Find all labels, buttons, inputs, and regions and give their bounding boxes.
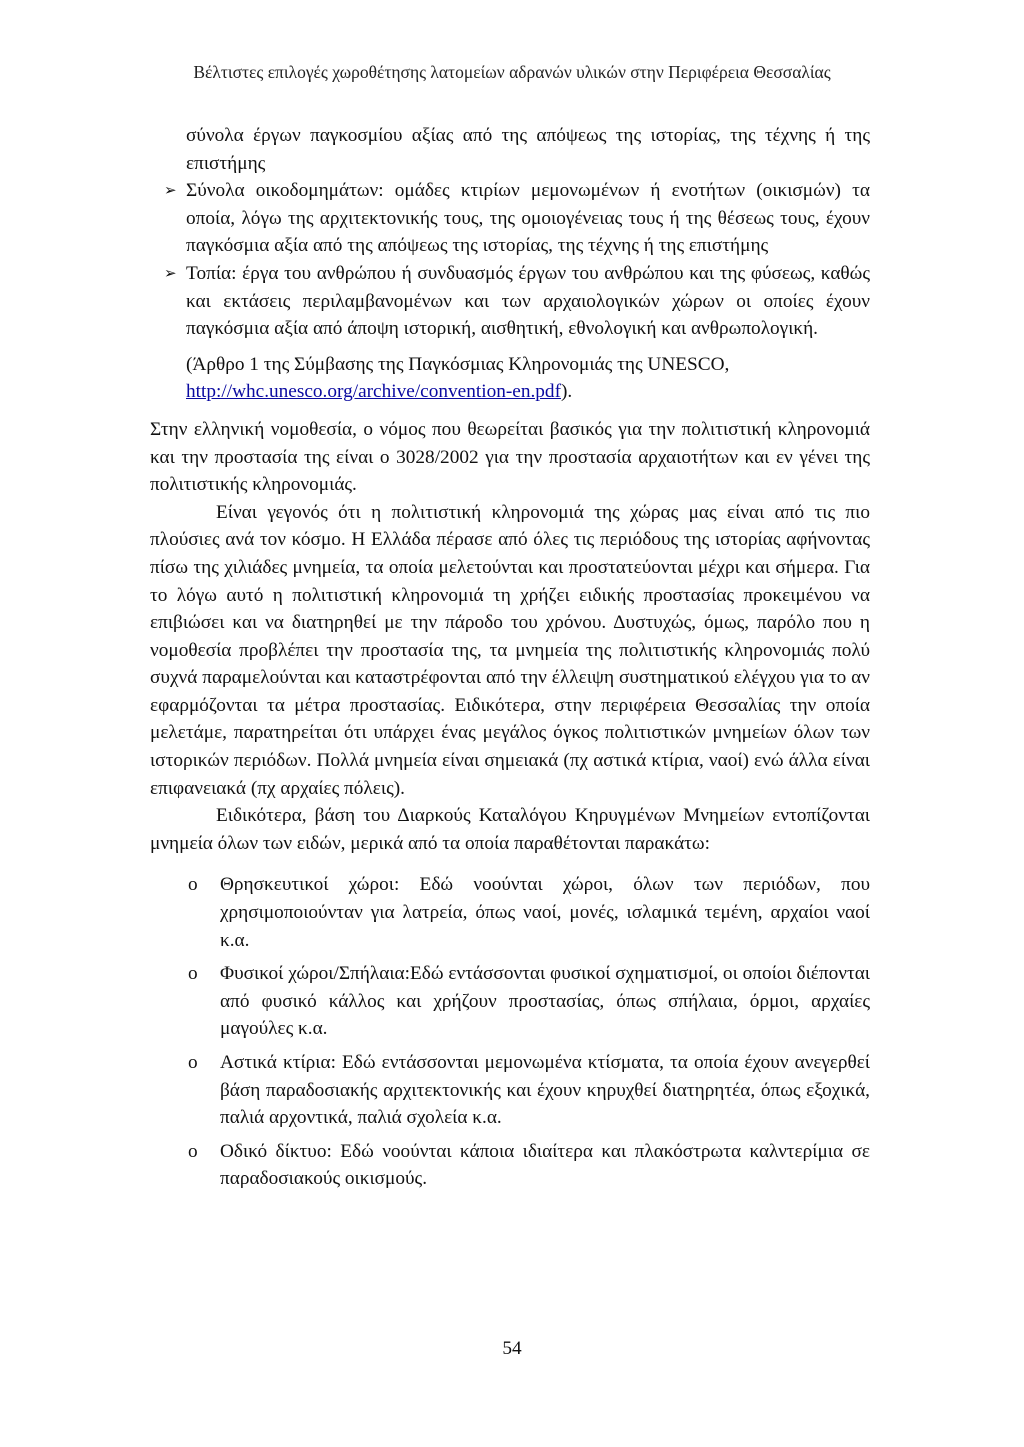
- list-item: [150, 960, 870, 1043]
- list-item: [150, 1138, 870, 1193]
- citation: [186, 351, 870, 406]
- circle-bullet-icon: o: [188, 963, 198, 985]
- convention-link[interactable]: http://whc.unesco.org/archive/convention-en.pdf: [186, 381, 561, 403]
- list-continuation: σύνολα έργων παγκοσμίου αξίας από της απόψεως της ιστορίας, της τέχνης ή της επιστήμης: [186, 125, 870, 174]
- list-item: [150, 177, 870, 260]
- list-item-text: Τοπία: έργα του ανθρώπου ή συνδυασμός έργων του ανθρώπου και της φύσεως, καθώς και εκτάσεις περιλαμβανομένων και των αρχαιολογικών χώρων οι οποίες έχουν παγκόσμια αξία από άποψη ιστορική, αισθητική, εθνολογική και ανθρωπολογική.: [186, 262, 870, 340]
- list-item-text: Φυσικοί χώροι/Σπήλαια:Εδώ εντάσσονται φυσικοί σχηματισμοί, οι οποίοι διέπονται από φυσικό κάλλος και χρήζουν προστασίας, όπως σπήλαια, όρμοι, αρχαίες μαγούλες κ.α.: [220, 963, 870, 1040]
- paragraph-heritage: Είναι γεγονός ότι η πολιτιστική κληρονομιά της χώρας μας είναι από τις πιο πλούσιες ανά τον κόσμο. Η Ελλάδα πέρασε από όλες τις περιόδους της ιστορίας αφήνοντας πίσω της χιλιάδες μνημεία, τα οποία μελετούνται και προστατεύονται μέχρι και σήμερα. Για το λόγω αυτό η πολιτιστική κληρονομιά τη χρήζει ειδικής προστασίας προκειμένου να επιβιώσει και να διατηρηθεί με την πάροδο του χρόνου. Δυστυχώς, όμως, παρόλο που η νομοθεσία προβλέπει την προστασία της, τα μνημεία της πολιτιστικής κληρονομιάς πολύ συχνά παραμελούνται και καταστρέφονται από την έλλειψη συστηματικού ελέγχου για το αν εφαρμόζονται τα μέτρα προστασίας. Ειδικότερα, στην περιφέρεια Θεσσαλίας την οποία μελετάμε, παρατηρείται ότι υπάρχει ένας μεγάλος όγκος πολιτιστικών μνημείων όλων των ιστορικών περιόδων. Πολλά μνημεία είναι σημειακά (πχ αστικά κτίρια, ναοί) ενώ άλλα είναι επιφανειακά (πχ αρχαίες πόλεις).: [150, 501, 870, 799]
- list-item: [150, 871, 870, 954]
- paragraph-catalogue: Ειδικότερα, βάση του Διαρκούς Καταλόγου Κηρυγμένων Μνημείων εντοπίζονται μνημεία όλων των ειδών, μερικά από τα οποία παραθέτονται παρακάτω:: [150, 805, 870, 854]
- arrow-bullet-icon: ➢: [164, 263, 177, 282]
- citation-suffix: ).: [561, 381, 573, 403]
- circle-bullet-icon: o: [188, 874, 198, 896]
- circle-bullet-icon: o: [188, 1140, 198, 1162]
- list-item-text: Οδικό δίκτυο: Εδώ νοούνται κάποια ιδιαίτερα και πλακόστρωτα καλντερίμια σε παραδοσιακούς οικισμούς.: [220, 1140, 870, 1190]
- list-item-text: Σύνολα οικοδομημάτων: ομάδες κτιρίων μεμονωμένων ή ενοτήτων (οικισμών) τα οποία, λόγω της αρχιτεκτονικής τους, της ομοιογένειας τους ή της θέσεως τους, έχουν παγκόσμια αξία από της απόψεως της ιστορίας, της τέχνης ή της επιστήμης: [186, 180, 870, 257]
- running-header: Βέλτιστες επιλογές χωροθέτησης λατομείων αδρανών υλικών στην Περιφέρεια Θεσσαλίας: [193, 62, 831, 82]
- list-item: [150, 260, 870, 343]
- page-number: 54: [502, 1338, 522, 1359]
- list-item: [150, 1049, 870, 1132]
- page-body: [150, 122, 870, 1193]
- citation-text: (Άρθρο 1 της Σύμβασης της Παγκόσμιας Κληρονομιάς της UNESCO,: [186, 353, 730, 375]
- arrow-bullet-icon: ➢: [164, 181, 177, 200]
- circle-bullet-icon: o: [188, 1052, 198, 1073]
- list-item-text: Θρησκευτικοί χώροι: Εδώ νοούνται χώροι, όλων των περιόδων, που χρησιμοποιούνταν για λατρεία, όπως ναοί, μονές, ισλαμικά τεμένη, αρχαίοι ναοί κ.α.: [220, 874, 870, 951]
- list-item-text: Αστικά κτίρια: Εδώ εντάσσονται μεμονωμένα κτίσματα, τα οποία έχουν ανεγερθεί βάση παραδοσιακής αρχιτεκτονικής και έχουν κηρυχθεί διατηρητέα, όπως εξοχικά, παλιά αρχοντικά, παλιά σχολεία κ.α.: [220, 1052, 870, 1129]
- paragraph-law: Στην ελληνική νομοθεσία, ο νόμος που θεωρείται βασικός για την πολιτιστική κληρονομιά και την προστασία της είναι ο 3028/2002 για την προστασία αρχαιοτήτων και εν γένει της πολιτιστικής κληρονομιάς.: [150, 418, 870, 496]
